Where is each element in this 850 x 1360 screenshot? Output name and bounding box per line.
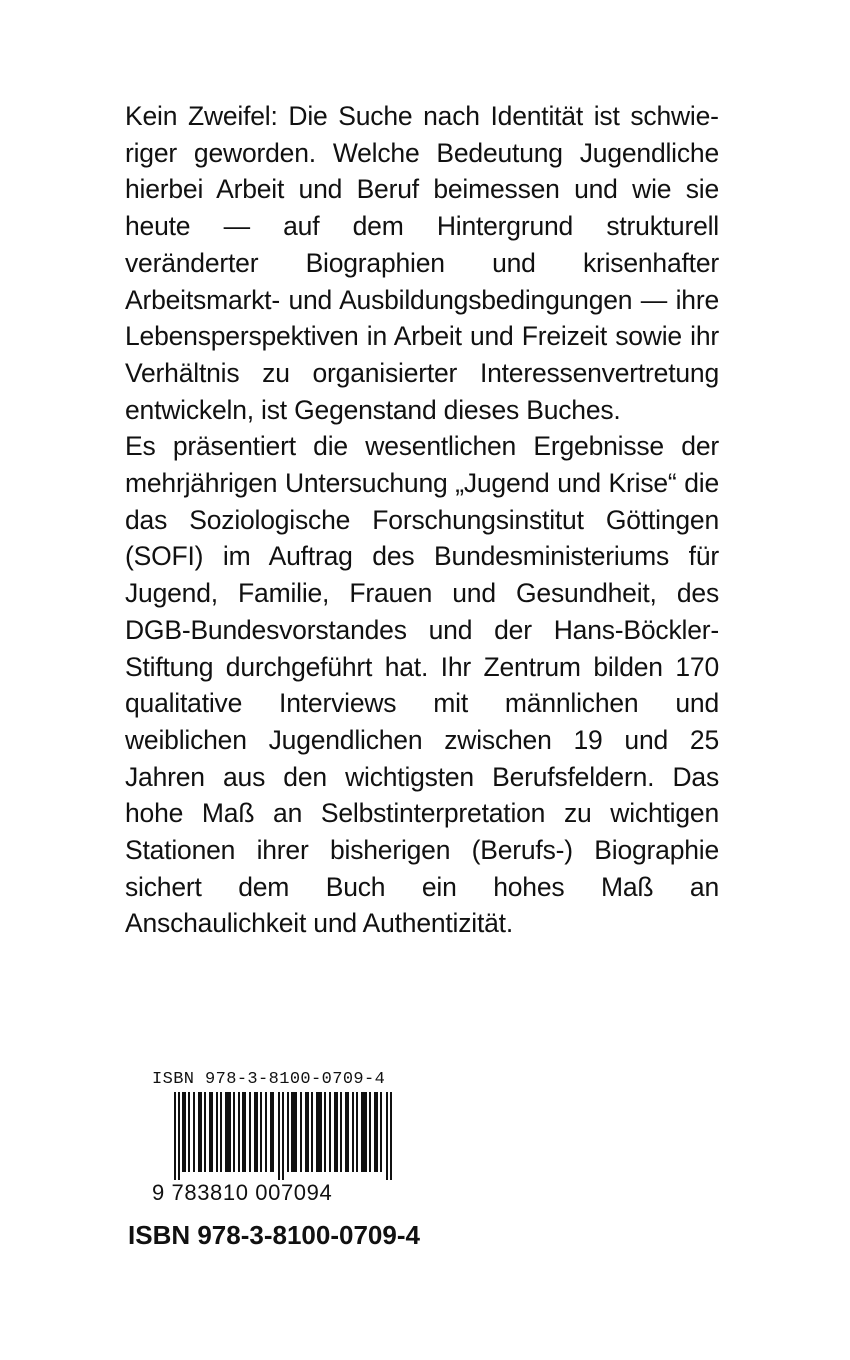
barcode-ean-digits: 9 783810 007094 bbox=[152, 1180, 333, 1205]
blurb-paragraph-1: Kein Zweifel: Die Suche nach Identität ist schwieriger geworden. Welche Bedeutung Jugendliche hierbei Arbeit und Beruf beimessen und wie sie heute — auf dem Hintergrund strukturell veränderter Biographien und krisenhafter Arbeitsmarkt- und Ausbildungsbedingungen — ihre Lebensperspektiven in Arbeit und Freizeit sowie ihr Verhältnis zu organisierter Interessenvertretung entwickeln, ist Gegenstand dieses Buches. bbox=[125, 101, 719, 425]
back-cover-blurb bbox=[125, 98, 719, 942]
isbn-bold-label: ISBN 978-3-8100-0709-4 bbox=[128, 1220, 420, 1250]
isbn-barcode bbox=[152, 1070, 452, 1220]
barcode-bars bbox=[174, 1092, 396, 1180]
barcode-isbn-label: ISBN 978-3-8100-0709-4 bbox=[152, 1070, 386, 1089]
blurb-paragraph-2: Es präsentiert die wesentlichen Ergebnisse der mehrjährigen Untersuchung „Jugend und Krise“ die das Soziologische Forschungsinstitut Göttingen (SOFI) im Auftrag des Bundesministeriums für Jugend, Familie, Frauen und Gesundheit, des DGB-Bundesvorstandes und der Hans-Böckler-Stiftung durchgeführt hat. Ihr Zentrum bilden 170 qualitative Interviews mit männlichen und weiblichen Jugendlichen zwischen 19 und 25 Jahren aus den wichtigsten Berufsfeldern. Das hohe Maß an Selbstinterpretation zu wichtigen Stationen ihrer bisherigen (Berufs-) Biographie sichert dem Buch ein hohes Maß an Anschaulichkeit und Authentizität. bbox=[125, 431, 719, 939]
